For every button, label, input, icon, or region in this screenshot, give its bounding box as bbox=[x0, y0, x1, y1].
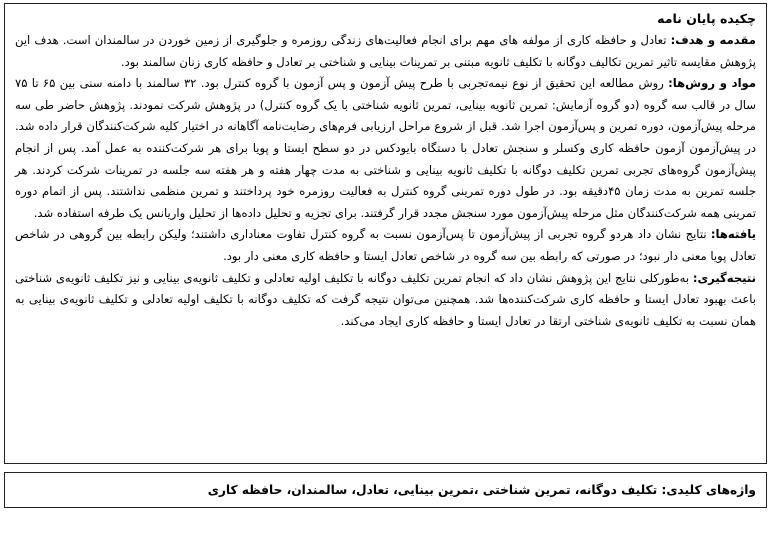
section-text: روش مطالعه این تحقیق از نوع نیمه‌تجربی با طرح پیش آزمون و پس آزمون با گروه کنترل بود. ۳۲ سالمند با دامنه سنی بین ۶۵ تا ۷۵ سال در قالب سه گروه (دو گروه آزمایش: تمرین ثانویه بینایی، تمرین ثانویه شناختی با یک گروه کنترل) در پژوهش شرکت نمودند. پژوهش حاضر طی سه مرحله پیش‌آزمون، دوره تمرین و پس‌آزمون اجرا شد. قبل از شروع مراحل ارزیابی فرم‌های رضایت‌نامه آگاهانه در اختیار کلیه شرکت‌کنندگان قرار داده شد. در پیش‌آزمون آزمون حافظه کاری وکسلر و سنجش تعادل با دستگاه بایودکس در دو سطح ایستا و پویا برای هر شرکت‌کننده به عمل آمد. پس از انجام پیش‌آزمون گروه‌های تجربی تمرین تکلیف دوگانه با تکلیف ثانویه بینایی و شناختی به مدت چهار هفته و هر هفته سه جلسه در تمرینات شرکت کردند. هر جلسه تمرین به مدت زمان ۴۵دقیقه بود. در طول دوره تمرینی گروه کنترل به فعالیت روزمره خود پرداختند و تمرین منظمی نداشتند. پس از اتمام دوره تمرینی همه شرکت‌کنندگان مثل مرحله پیش‌آزمون مورد سنجش مجدد قرار گرفتند. برای تجزیه و تحلیل داده‌ها از تحلیل واریانس یک طرفه استفاده شد. bbox=[15, 76, 756, 220]
section-heading: مواد و روش‌ها: bbox=[668, 76, 756, 91]
section-heading: نتیجه‌گیری: bbox=[692, 270, 756, 285]
section-conclusion bbox=[15, 268, 756, 333]
section-methods bbox=[15, 73, 756, 224]
section-heading: یافته‌ها: bbox=[710, 227, 756, 242]
section-heading: مقدمه و هدف: bbox=[670, 33, 756, 47]
section-text: به‌طورکلی نتایج این پژوهش نشان داد که انجام تمرین تکلیف دوگانه با تکلیف اولیه تعادلی و تکلیف ثانویه‌ی بینایی و نیز تکلیف ثانویه‌ی شناختی باعث بهبود تعادل ایستا و حافظه کاری شرکت‌کننده‌ها شد. همچنین می‌توان نتیجه گرفت که تکلیف دوگانه با تکلیف اولیه تعادلی و تکلیف ثانویه‌ی بینایی به همان نسبت به تکلیف ثانویه‌ی شناختی ارتقا در تعادل ایستا و حافظه کاری ایجاد می‌کند. bbox=[15, 270, 756, 328]
keywords-text: تکلیف دوگانه، تمرین شناختی ،تمرین بینایی، تعادل، سالمندان، حافظه کاری bbox=[207, 483, 662, 497]
keywords-label: واژه‌های کلیدی: bbox=[661, 483, 756, 497]
abstract-content bbox=[5, 4, 766, 332]
section-text: تعادل و حافظه کاری از مولفه های مهم برای انجام فعالیت‌های زندگی روزمره و جلوگیری از زمین خوردن در سالمندان است. هدف این پژوهش مقایسه تاثیر تمرین تکالیف دوگانه با تکلیف ثانویه مبتنی بر تمرینات بینایی و شناختی بر تعادل و حافظه کاری زنان سالمند بود. bbox=[15, 33, 756, 69]
section-findings bbox=[15, 224, 756, 267]
abstract-box bbox=[4, 3, 767, 464]
section-text: نتایج نشان داد هردو گروه تجربی از پیش‌آزمون تا پس‌آزمون نسبت به گروه کنترل تفاوت معناداری داشتند؛ ولیکن رابطه بین گروهی در شاخص تعادل پویا معنی دار نبود؛ در صورتی که رابطه بین سه گروه در شاخص تعادل ایستا و حافظه کاری معنی دار بود. bbox=[15, 227, 756, 263]
keywords-line bbox=[5, 473, 766, 500]
abstract-title: چکیده پایان نامه bbox=[657, 11, 756, 26]
section-introduction bbox=[15, 30, 756, 73]
keywords-box bbox=[4, 472, 767, 508]
